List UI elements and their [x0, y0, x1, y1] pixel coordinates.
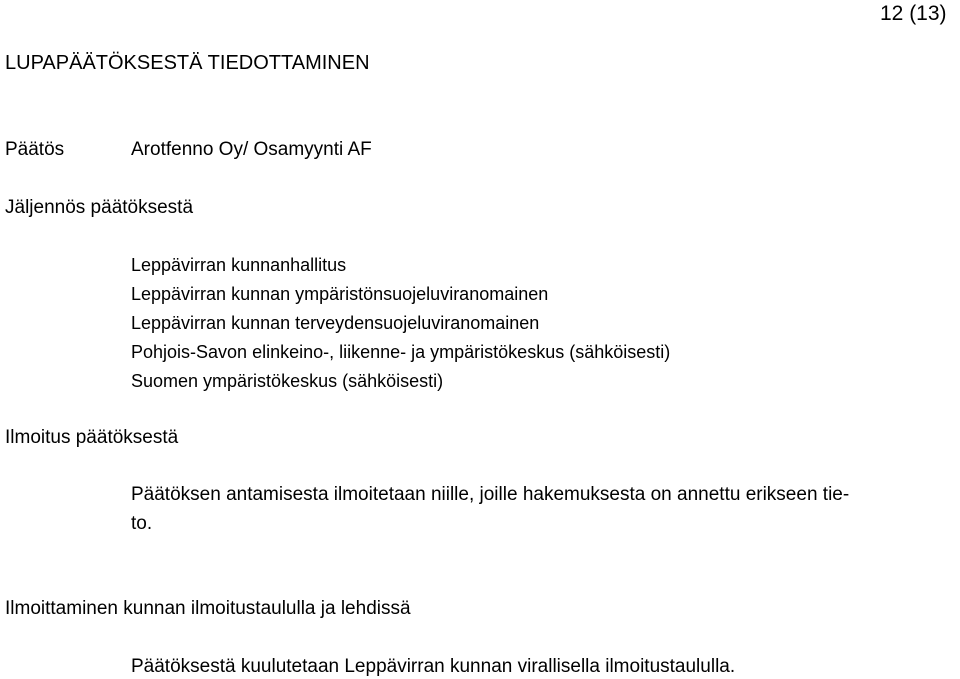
notice-label: Ilmoitus päätöksestä — [5, 427, 179, 448]
recipient-list-item: Leppävirran kunnan terveydensuojeluviranomainen — [131, 313, 540, 333]
recipient-list-item: Pohjois-Savon elinkeino-, liikenne- ja ympäristökeskus (sähköisesti) — [131, 342, 671, 362]
recipient-list-item: Leppävirran kunnan ympäristönsuojeluviranomainen — [131, 284, 549, 304]
recipient-list-item: Leppävirran kunnanhallitus — [131, 255, 347, 275]
decision-label: Päätös — [5, 139, 65, 160]
recipient-list-item: Suomen ympäristökeskus (sähköisesti) — [131, 371, 444, 391]
page-number: 12 (13) — [880, 2, 947, 25]
copy-label: Jäljennös päätöksestä — [5, 197, 194, 218]
announcement-label: Ilmoittaminen kunnan ilmoitustaululla ja lehdissä — [5, 598, 411, 619]
page-title: LUPAPÄÄTÖKSESTÄ TIEDOTTAMINEN — [5, 52, 370, 74]
announcement-text: Päätöksestä kuulutetaan Leppävirran kunnan virallisella ilmoitustaululla. — [131, 656, 736, 677]
notice-text-line2: to. — [131, 513, 153, 534]
decision-value: Arotfenno Oy/ Osamyynti AF — [131, 139, 372, 160]
notice-text-line1: Päätöksen antamisesta ilmoitetaan niille, joille hakemuksesta on annettu erikseen tie- — [131, 484, 850, 505]
